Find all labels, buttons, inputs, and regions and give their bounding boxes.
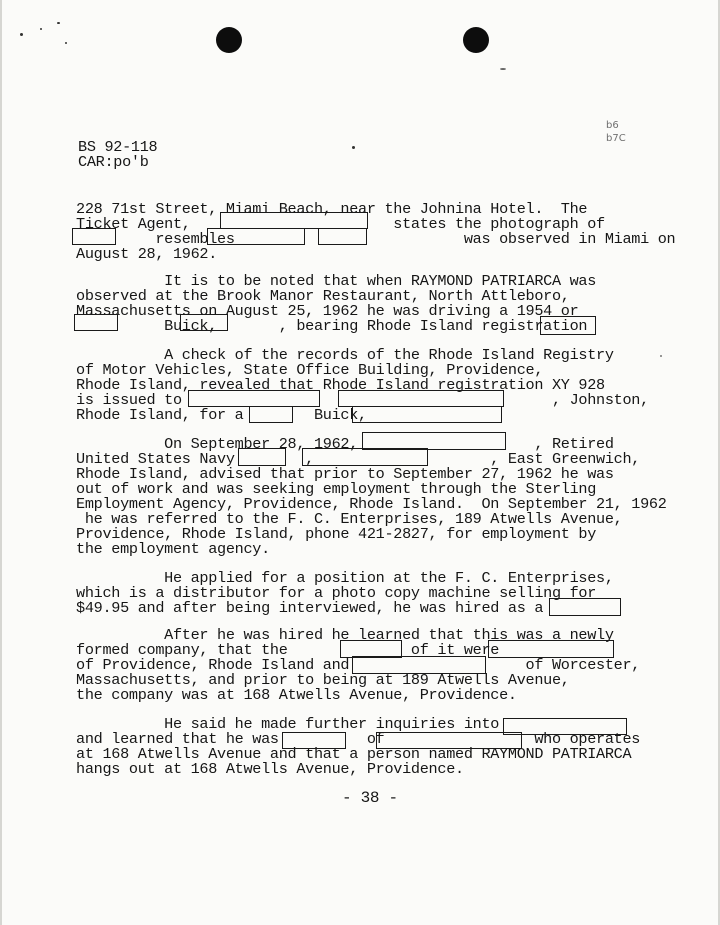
text-line: $49.95 and after being interviewed, he was hired as a bbox=[76, 599, 544, 617]
redaction-box bbox=[549, 598, 621, 616]
text-line: It is to be noted that when RAYMOND PATRIARCA was bbox=[76, 272, 597, 290]
text-line: A check of the records of the Rhode Island Registry bbox=[76, 346, 614, 364]
text-line: Employment Agency, Providence, Rhode Island. On September 21, 1962 bbox=[76, 495, 667, 513]
initials: CAR:po'b bbox=[78, 153, 149, 171]
text-line: August 28, 1962. bbox=[76, 245, 218, 263]
redaction-box bbox=[72, 228, 116, 245]
exemption-code: b6 bbox=[606, 120, 619, 131]
text-line: Rhode Island, revealed that Rhode Island registration XY 928 bbox=[76, 376, 605, 394]
redaction-box bbox=[282, 732, 346, 749]
redaction-box bbox=[540, 316, 596, 335]
text-line: After he was hired he learned that this was a newly bbox=[76, 626, 614, 644]
redaction-box bbox=[488, 640, 614, 658]
redaction-box bbox=[352, 406, 502, 423]
redaction-box bbox=[352, 656, 486, 674]
text-line: the company was at 168 Atwells Avenue, Providence. bbox=[76, 686, 517, 704]
redaction-box bbox=[302, 448, 428, 466]
punch-hole-left bbox=[216, 27, 242, 53]
redaction-box bbox=[188, 390, 320, 407]
redaction-box bbox=[318, 228, 367, 245]
text-line: 228 71st Street, Miami Beach, near the Johnina Hotel. The bbox=[76, 200, 588, 218]
text-line: out of work and was seeking employment through the Sterling bbox=[76, 480, 597, 498]
text-line: resembles was observed in Miami on bbox=[76, 230, 676, 248]
redaction-box bbox=[74, 314, 118, 331]
text-line: Providence, Rhode Island, phone 421-2827, for employment by bbox=[76, 525, 597, 543]
page-number: - 38 - bbox=[342, 789, 398, 807]
text-line: observed at the Brook Manor Restaurant, North Attleboro, bbox=[76, 287, 570, 305]
text-line: Rhode Island, for a Buick, bbox=[76, 406, 367, 424]
text-line: and learned that he was of who operates bbox=[76, 730, 641, 748]
text-line: hangs out at 168 Atwells Avenue, Providence. bbox=[76, 760, 464, 778]
text-line: United States Navy , , East Greenwich, bbox=[76, 450, 641, 468]
scan-speck bbox=[40, 28, 42, 30]
text-line: the employment agency. bbox=[76, 540, 270, 558]
text-line: Massachusetts on August 25, 1962 he was driving a 1954 or bbox=[76, 302, 579, 320]
scan-speck bbox=[57, 22, 60, 24]
text-line: Massachusetts, and prior to being at 189 Atwells Avenue, bbox=[76, 671, 570, 689]
text-line: at 168 Atwells Avenue and that a person named RAYMOND PATRIARCA bbox=[76, 745, 632, 763]
scan-speck bbox=[352, 146, 355, 149]
redaction-box bbox=[338, 390, 504, 407]
scan-speck bbox=[660, 355, 662, 357]
text-line: is issued to , Johnston, bbox=[76, 391, 649, 409]
text-line: formed company, that the of it were bbox=[76, 641, 500, 659]
punch-hole-right bbox=[463, 27, 489, 53]
scan-speck bbox=[20, 33, 23, 36]
text-line: which is a distributor for a photo copy machine selling for bbox=[76, 584, 597, 602]
text-line: Buick, , bearing Rhode Island registration bbox=[76, 317, 588, 335]
text-line: He said he made further inquiries into bbox=[76, 715, 500, 733]
text-line: of Providence, Rhode Island and of Worcester, bbox=[76, 656, 641, 674]
scan-speck bbox=[65, 42, 67, 44]
redaction-box bbox=[238, 448, 286, 466]
exemption-code: b7C bbox=[606, 133, 626, 144]
text-line: Ticket Agent, states the photograph of bbox=[76, 215, 605, 233]
text-line: he was referred to the F. C. Enterprises, 189 Atwells Avenue, bbox=[76, 510, 623, 528]
text-line: He applied for a position at the F. C. Enterprises, bbox=[76, 569, 614, 587]
text-line: Rhode Island, advised that prior to September 27, 1962 he was bbox=[76, 465, 614, 483]
scan-speck bbox=[500, 68, 506, 70]
redaction-box bbox=[249, 406, 293, 423]
file-number: BS 92-118 bbox=[78, 138, 158, 156]
text-line: On September 28, 1962, , Retired bbox=[76, 435, 614, 453]
redaction-box bbox=[207, 228, 305, 245]
page-edge-left bbox=[0, 0, 2, 925]
redaction-box bbox=[376, 732, 522, 749]
redaction-box bbox=[180, 314, 228, 331]
text-line: of Motor Vehicles, State Office Building, Providence, bbox=[76, 361, 544, 379]
redaction-box bbox=[220, 212, 368, 229]
